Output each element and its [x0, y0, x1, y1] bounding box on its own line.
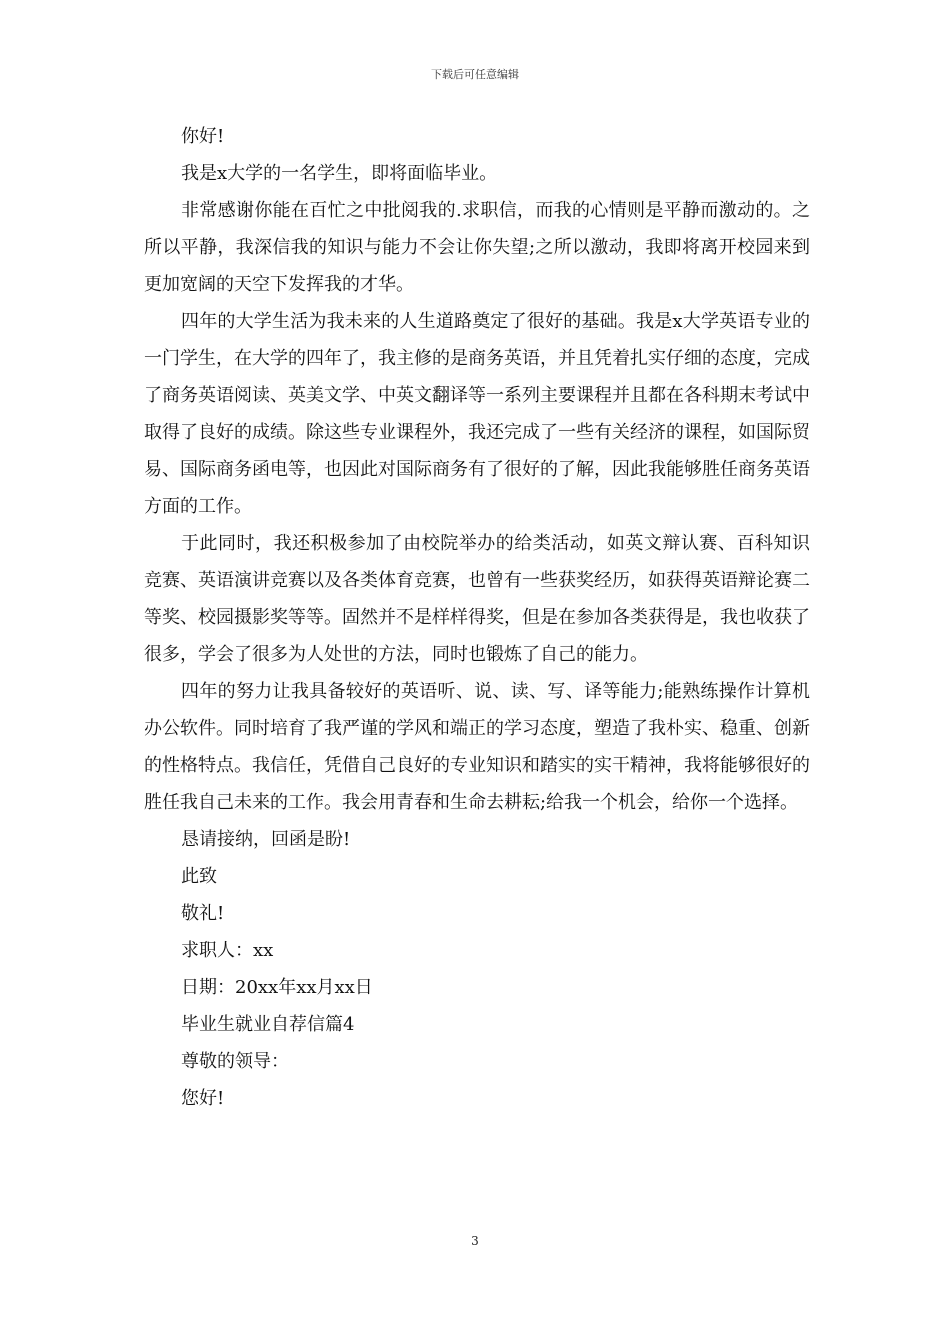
paragraph-activities: 于此同时，我还积极参加了由校院举办的给类活动，如英文辩认赛、百科知识竞赛、英语演讲竞赛以及各类体育竞赛，也曾有一些获奖经历，如获得英语辩论赛二等奖、校园摄影奖等等。固然并不是样样得奖，但是在参加各类获得是，我也收获了很多，学会了很多为人处世的方法，同时也锻炼了自己的能力。	[144, 533, 810, 665]
applicant-line: 求职人：xx	[181, 940, 274, 961]
date-line: 日期：20xx年xx月xx日	[181, 977, 373, 998]
paragraph-education: 四年的大学生活为我未来的人生道路奠定了很好的基础。我是x大学英语专业的一门学生，在大学的四年了，我主修的是商务英语，并且凭着扎实仔细的态度，完成了商务英语阅读、英美文学、中英文翻译等一系列主要课程并且都在各科期末考试中取得了良好的成绩。除这些专业课程外，我还完成了一些有关经济的课程，如国际贸易、国际商务函电等，也因此对国际商务有了很好的了解，因此我能够胜任商务英语方面的工作。	[144, 311, 810, 517]
paragraph-thanks: 非常感谢你能在百忙之中批阅我的.求职信，而我的心情则是平静而激动的。之所以平静，我深信我的知识与能力不会让你失望;之所以激动，我即将离开校园来到更加宽阔的天空下发挥我的才华。	[144, 200, 810, 295]
paragraph-abilities: 四年的努力让我具备较好的英语听、说、读、写、译等能力;能熟练操作计算机办公软件。同时培育了我严谨的学风和端正的学习态度，塑造了我朴实、稳重、创新的性格特点。我信任，凭借自己良好的专业知识和踏实的实干精神，我将能够很好的胜任我自己未来的工作。我会用青春和生命去耕耘;给我一个机会，给你一个选择。	[144, 681, 810, 813]
page-number: 3	[471, 1234, 479, 1248]
page-header: 下载后可任意编辑	[431, 68, 519, 81]
closing-regards: 敬礼!	[181, 903, 225, 924]
greeting: 你好!	[181, 126, 225, 147]
addressee: 尊敬的领导：	[181, 1051, 289, 1072]
closing-request: 恳请接纳，回函是盼!	[181, 829, 351, 850]
greeting-2: 您好!	[181, 1088, 225, 1109]
closing-salutation: 此致	[181, 866, 217, 887]
document-body	[144, 118, 810, 1117]
paragraph-intro: 我是x大学的一名学生，即将面临毕业。	[181, 163, 498, 184]
section-title: 毕业生就业自荐信篇4	[181, 1014, 355, 1035]
